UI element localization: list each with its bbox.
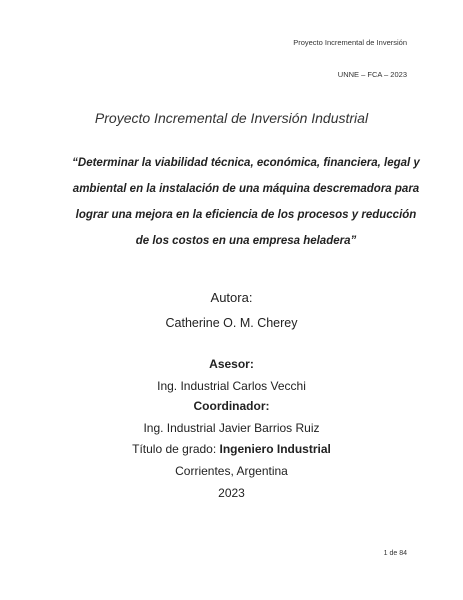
degree-value: Ingeniero Industrial <box>219 442 331 456</box>
advisor-label: Asesor: <box>209 357 254 371</box>
degree-line <box>0 442 463 456</box>
coordinator-name: Ing. Industrial Javier Barrios Ruiz <box>143 421 320 435</box>
coordinator-label: Coordinador: <box>193 399 270 413</box>
degree-label: Título de grado: <box>132 442 220 456</box>
page-number: 1 de 84 <box>383 550 407 557</box>
advisor-name: Ing. Industrial Carlos Vecchi <box>157 379 306 393</box>
header-project: Proyecto Incremental de Inversión <box>293 38 407 47</box>
document-title: Proyecto Incremental de Inversión Industrial <box>94 110 369 126</box>
author-name: Catherine O. M. Cherey <box>165 316 298 330</box>
author-label: Autora: <box>210 290 253 305</box>
project-objective-quote: “Determinar la viabilidad técnica, económica, financiera, legal y ambiental en la instalación de una máquina descremadora para lograr una mejora en la eficiencia de los procesos y reducción de los costos en una empresa heladera” <box>72 157 420 247</box>
location: Corrientes, Argentina <box>175 464 288 478</box>
header-institution: UNNE – FCA – 2023 <box>337 70 407 79</box>
year: 2023 <box>218 486 245 500</box>
